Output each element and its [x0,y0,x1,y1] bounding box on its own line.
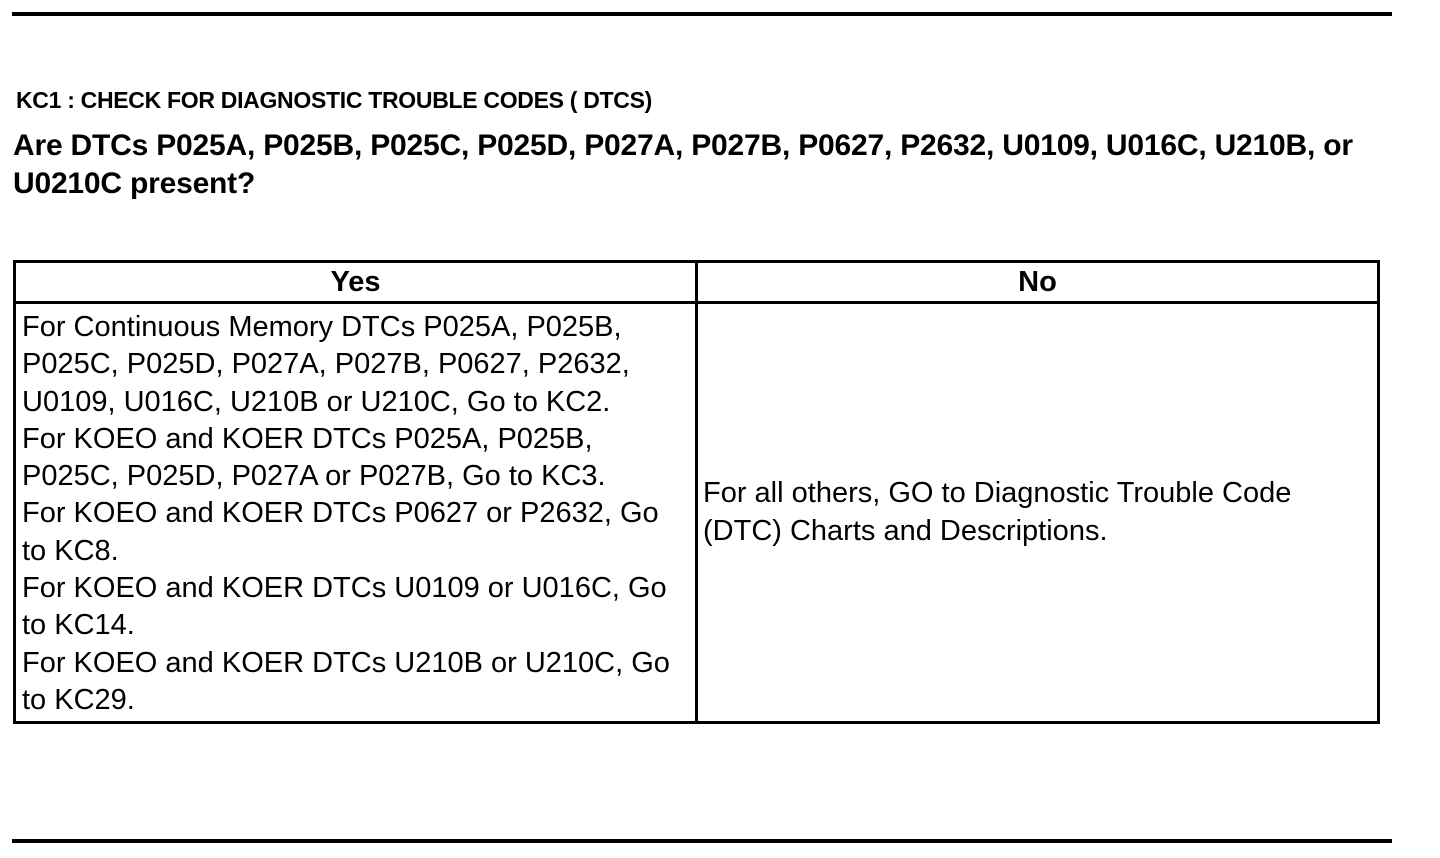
yes-cell [15,303,697,723]
table-row [15,303,1379,723]
table-header-row [15,262,1379,303]
step-title: KC1 : CHECK FOR DIAGNOSTIC TROUBLE CODES ( DTCS) [16,87,652,113]
yes-action-kc8: For KOEO and KOER DTCs P0627 or P2632, Go to KC8. [22,497,659,567]
no-column-header: No [697,262,1379,303]
yes-action-kc29: For KOEO and KOER DTCs U210B or U210C, Go to KC29. [22,646,670,716]
yes-column-header: Yes [15,262,697,303]
no-cell: For all others, GO to Diagnostic Trouble Code (DTC) Charts and Descriptions. [697,303,1379,723]
dtc-decision-table [13,260,1380,724]
bottom-divider [12,839,1392,843]
top-divider [12,12,1392,16]
yes-action-kc3: For KOEO and KOER DTCs P025A, P025B, P025C, P025D, P027A or P027B, Go to KC3. [22,422,606,493]
step-question: Are DTCs P025A, P025B, P025C, P025D, P027A, P027B, P0627, P2632, U0109, U016C, U210B, or U0210C present? [13,129,1353,200]
yes-action-continuous-memory: For Continuous Memory DTCs P025A, P025B, P025C, P025D, P027A, P027B, P0627, P2632, U0109, U016C, U210B or U210C, Go to KC2. [22,311,630,418]
yes-action-kc14: For KOEO and KOER DTCs U0109 or U016C, Go to KC14. [22,572,667,642]
